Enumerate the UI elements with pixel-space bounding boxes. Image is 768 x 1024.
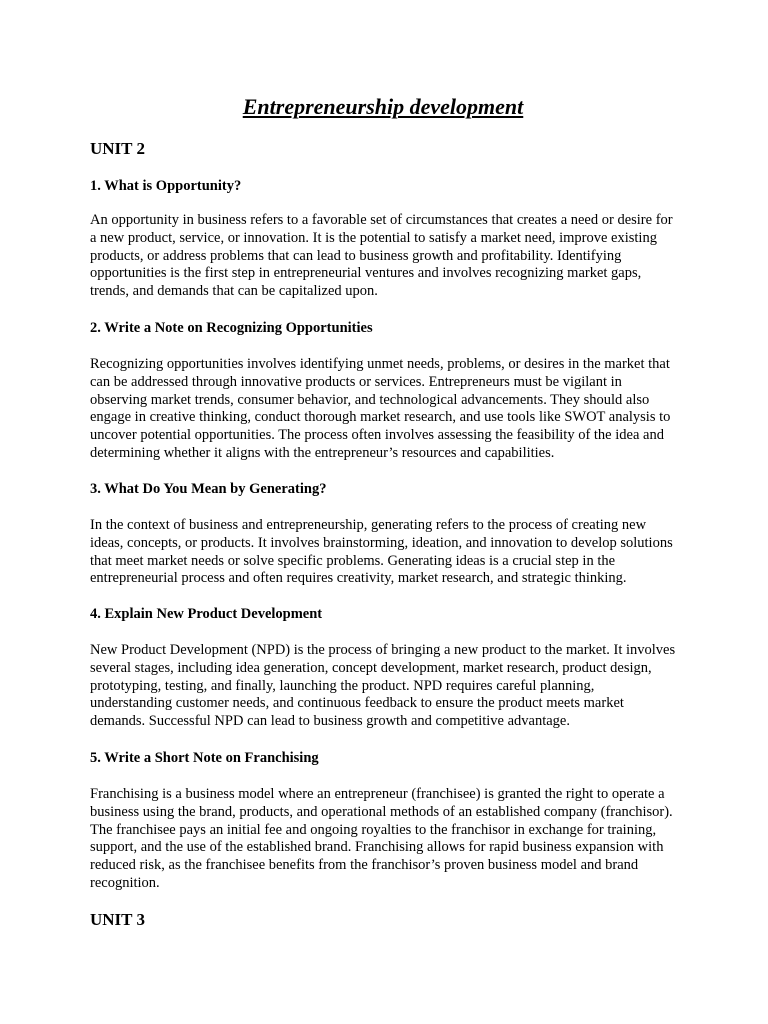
unit-heading-2: UNIT 2: [90, 139, 145, 158]
section-5-heading: 5. Write a Short Note on Franchising: [90, 750, 319, 766]
document-title: Entrepreneurship development: [242, 94, 524, 119]
section-1-body: An opportunity in business refers to a favorable set of circumstances that creates a need or desire for a new product, service, or innovation. It is the potential to satisfy a market need, improve existing products, or address problems that can lead to business growth and profitability. Identifying opportunities is the first step in entrepreneurial ventures and involves recognizing market gaps, trends, and demands that can be capitalized upon.: [90, 212, 673, 300]
section-2-body: Recognizing opportunities involves identifying unmet needs, problems, or desires in the market that can be addressed through innovative products or services. Entrepreneurs must be vigilant in observing market trends, consumer behavior, and technological advancements. They should also engage in creative thinking, conduct thorough market research, and use tools like SWOT analysis to uncover potential opportunities. The process often involves assessing the feasibility of the idea and determining whether it aligns with the entrepreneur’s resources and capabilities.: [90, 356, 671, 461]
section-4-heading: 4. Explain New Product Development: [90, 606, 323, 622]
section-2-heading: 2. Write a Note on Recognizing Opportunities: [90, 320, 373, 336]
unit-heading-3: UNIT 3: [90, 910, 145, 929]
section-3-body: In the context of business and entrepreneurship, generating refers to the process of creating new ideas, concepts, or products. It involves brainstorming, ideation, and innovation to develop solutions that meet market needs or solve specific problems. Generating ideas is a crucial step in the entrepreneurial process and often requires creativity, market research, and strategic thinking.: [90, 517, 673, 587]
section-5-body: Franchising is a business model where an entrepreneur (franchisee) is granted the right to operate a business using the brand, products, and operational methods of an established company (franchisor). The franchisee pays an initial fee and ongoing royalties to the franchisor in exchange for training, support, and the use of the established brand. Franchising allows for rapid business expansion with reduced risk, as the franchisee benefits from the franchisor’s proven business model and brand recognition.: [90, 786, 673, 891]
section-3-heading: 3. What Do You Mean by Generating?: [90, 481, 327, 497]
section-1-heading: 1. What is Opportunity?: [90, 178, 242, 194]
section-4-body: New Product Development (NPD) is the process of bringing a new product to the market. It involves several stages, including idea generation, concept development, market research, product design, prototyping, testing, and finally, launching the product. NPD requires careful planning, understanding customer needs, and continuous feedback to ensure the product meets market demands. Successful NPD can lead to business growth and competitive advantage.: [90, 642, 676, 730]
